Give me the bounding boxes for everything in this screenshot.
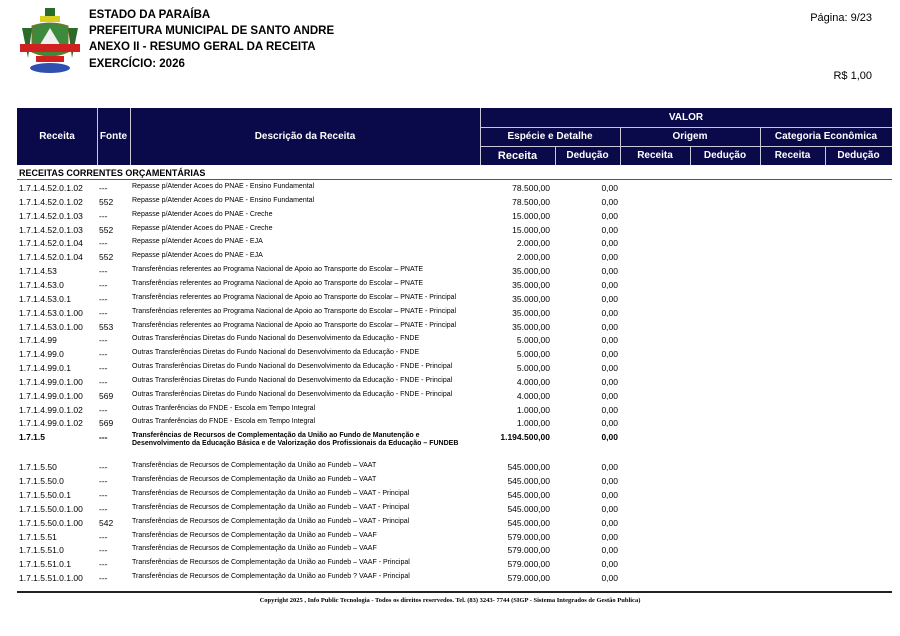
deducao-value: 0,00	[601, 545, 618, 556]
header-fiscal-year: EXERCÍCIO: 2026	[89, 58, 185, 70]
revenue-code: 1.7.1.4.53.0.1.00	[19, 321, 83, 332]
revenue-description: Repasse p/Atender Acoes do PNAE - Ensino Fundamental	[132, 183, 315, 190]
receita-value: 2.000,00	[516, 252, 550, 263]
revenue-description: Repasse p/Atender Acoes do PNAE - EJA	[132, 238, 263, 246]
revenue-code: 1.7.1.4.52.0.1.04	[19, 238, 83, 249]
revenue-description: Transferências de Recursos de Complementação da União ao Fundeb – VAAT	[132, 476, 377, 484]
deducao-value: 0,00	[601, 196, 618, 207]
receita-value: 15.000,00	[512, 210, 550, 221]
deducao-value: 0,00	[601, 490, 618, 500]
col-descricao: Descrição da Receita	[254, 131, 356, 142]
deducao-value: 0,00	[601, 432, 618, 443]
fonte-code: 542	[99, 517, 114, 528]
fonte-code: ---	[99, 335, 108, 346]
receita-value: 545.000,00	[507, 503, 550, 514]
fonte-code: ---	[99, 349, 108, 360]
deducao-value: 0,00	[601, 531, 618, 542]
revenue-code: 1.7.1.5.51	[19, 531, 57, 542]
fonte-code: ---	[99, 490, 108, 500]
sub-receita-origem: Receita	[637, 150, 673, 161]
revenue-code: 1.7.1.4.99.0.1.00	[19, 390, 83, 401]
currency-unit: R$ 1,00	[833, 70, 872, 82]
municipal-coat-of-arms-logo	[18, 8, 82, 74]
revenue-description: Outras Transferências Diretas do Fundo Nacional do Desenvolvimento da Educação - FNDE - Principal	[132, 390, 453, 398]
header-state: ESTADO DA PARAÍBA	[89, 9, 211, 21]
deducao-value: 0,00	[601, 252, 618, 263]
fonte-code: 552	[99, 252, 114, 263]
receita-value: 545.000,00	[507, 517, 550, 528]
revenue-code: 1.7.1.4.53.0	[19, 279, 64, 290]
revenue-code: 1.7.1.4.99.0.1	[19, 363, 71, 374]
revenue-code: 1.7.1.4.52.0.1.03	[19, 210, 83, 221]
fonte-code: ---	[99, 363, 108, 374]
deducao-value: 0,00	[601, 376, 618, 387]
sub-receita-categoria: Receita	[774, 150, 811, 161]
receita-value: 4.000,00	[516, 390, 550, 401]
fonte-code: 569	[99, 418, 114, 429]
fonte-code: 552	[99, 224, 114, 235]
revenue-description: Transferências de Recursos de Complementação da União ao Fundeb – VAAT	[132, 462, 377, 470]
receita-value: 5.000,00	[516, 335, 550, 346]
revenue-code: 1.7.1.5.50.0.1.00	[19, 517, 83, 528]
deducao-value: 0,00	[601, 573, 618, 584]
col-receita: Receita	[39, 131, 75, 142]
revenue-description: Transferências referentes ao Programa Nacional de Apoio ao Transporte do Escolar – PNATE - Principal	[132, 321, 457, 329]
receita-value: 545.000,00	[507, 476, 550, 487]
deducao-value: 0,00	[601, 335, 618, 346]
revenue-description: Transferências de Recursos de Complementação da União ao Fundeb – VAAT - Principal	[132, 490, 410, 497]
deducao-value: 0,00	[601, 210, 618, 221]
fonte-code: ---	[99, 210, 108, 221]
deducao-value: 0,00	[601, 293, 618, 304]
revenue-description: Transferências de Recursos de Complementação da União ao Fundeb – VAAF	[132, 531, 377, 539]
sub-receita-especie: Receita	[497, 149, 538, 162]
deducao-value: 0,00	[601, 476, 618, 487]
deducao-value: 0,00	[601, 363, 618, 374]
receita-value: 1.194.500,00	[500, 432, 550, 443]
revenue-code: 1.7.1.4.99.0.1.02	[19, 418, 83, 429]
deducao-value: 0,00	[601, 390, 618, 401]
revenue-description: Outras Transferências Diretas do Fundo Nacional do Desenvolvimento da Educação - FNDE	[132, 335, 420, 343]
receita-value: 35.000,00	[512, 321, 550, 332]
fonte-code: ---	[99, 432, 108, 443]
revenue-description: Transferências de Recursos de Complementação da União ao Fundeb – VAAT - Principal	[132, 503, 410, 511]
revenue-description: Transferências de Recursos de Complementação da União ao Fundeb – VAAF - Principal	[132, 559, 410, 567]
revenue-description: Repasse p/Atender Acoes do PNAE - EJA	[132, 252, 263, 260]
footer-divider	[17, 591, 892, 593]
revenue-code: 1.7.1.4.53.0.1.00	[19, 307, 83, 318]
sub-deducao-especie: Dedução	[566, 150, 609, 161]
revenue-description: Transferências referentes ao Programa Nacional de Apoio ao Transporte do Escolar – PNATE	[132, 279, 424, 287]
deducao-value: 0,00	[601, 559, 618, 570]
receita-value: 579.000,00	[507, 573, 550, 584]
revenue-code: 1.7.1.4.53	[19, 266, 57, 277]
revenue-code: 1.7.1.5.50.0.1	[19, 490, 71, 500]
revenue-code: 1.7.1.4.52.0.1.04	[19, 252, 83, 263]
group-categoria-economica: Categoria Econômica	[774, 131, 878, 142]
receita-value: 1.000,00	[516, 404, 550, 415]
revenue-description: Outras Transferências Diretas do Fundo Nacional do Desenvolvimento da Educação - FNDE - Principal	[132, 376, 453, 384]
receita-value: 15.000,00	[512, 224, 550, 235]
fonte-code: 569	[99, 390, 114, 401]
receita-value: 35.000,00	[512, 279, 550, 290]
revenue-code: 1.7.1.4.99.0.1.00	[19, 376, 83, 387]
receita-value: 545.000,00	[507, 490, 550, 500]
revenue-description: Transferências referentes ao Programa Nacional de Apoio ao Transporte do Escolar – PNATE - Principal	[132, 307, 457, 315]
fonte-code: ---	[99, 531, 108, 542]
fonte-code: ---	[99, 238, 108, 249]
revenue-code: 1.7.1.4.52.0.1.02	[19, 196, 83, 207]
revenue-code: 1.7.1.5.51.0	[19, 545, 64, 556]
deducao-value: 0,00	[601, 279, 618, 290]
receita-value: 545.000,00	[507, 462, 550, 473]
fonte-code: ---	[99, 462, 108, 473]
fonte-code: 552	[99, 196, 114, 207]
footer-copyright: Copyright 2025 , Info Public Tecnologia - Todos os direitos reservedos. Tel. (83) 3243- 7744 (SIGP - Sistema Integrados de Gestão Publica)	[259, 597, 641, 604]
revenue-code: 1.7.1.4.53.0.1	[19, 293, 71, 304]
deducao-value: 0,00	[601, 404, 618, 415]
fonte-code: ---	[99, 279, 108, 290]
deducao-value: 0,00	[601, 307, 618, 318]
deducao-value: 0,00	[601, 238, 618, 249]
deducao-value: 0,00	[601, 503, 618, 514]
group-especie-detalhe: Espécie e Detalhe	[507, 131, 593, 142]
deducao-value: 0,00	[601, 349, 618, 360]
revenue-description: Transferências referentes ao Programa Nacional de Apoio ao Transporte do Escolar – PNATE	[132, 266, 424, 274]
revenue-code: 1.7.1.5.50.0.1.00	[19, 503, 83, 514]
receita-value: 35.000,00	[512, 307, 550, 318]
fonte-code: ---	[99, 545, 108, 556]
revenue-description: Transferências de Recursos de Complementação da União ao Fundeb ? VAAF - Principal	[132, 573, 410, 581]
revenue-description: Outras Tranferências do FNDE - Escola em Tempo Integral	[132, 418, 316, 426]
fonte-code: 553	[99, 321, 114, 332]
revenue-description: Transferências de Recursos de Complementação da União ao Fundeb – VAAT - Principal	[132, 517, 410, 525]
revenue-description: Repasse p/Atender Acoes do PNAE - Creche	[132, 224, 273, 232]
revenue-code: 1.7.1.4.99	[19, 335, 57, 346]
fonte-code: ---	[99, 183, 108, 193]
section-title: RECEITAS CORRENTES ORÇAMENTÁRIAS	[19, 168, 206, 178]
fonte-code: ---	[99, 376, 108, 387]
fonte-code: ---	[99, 503, 108, 514]
deducao-value: 0,00	[601, 224, 618, 235]
receita-value: 78.500,00	[512, 183, 550, 193]
fonte-code: ---	[99, 476, 108, 487]
receita-value: 579.000,00	[507, 531, 550, 542]
revenue-code: 1.7.1.4.52.0.1.03	[19, 224, 83, 235]
receita-value: 35.000,00	[512, 293, 550, 304]
receita-value: 35.000,00	[512, 266, 550, 277]
table-header	[17, 108, 892, 165]
fonte-code: ---	[99, 307, 108, 318]
revenue-code: 1.7.1.4.99.0.1.02	[19, 404, 83, 415]
section-divider	[17, 179, 892, 180]
receita-value: 579.000,00	[507, 559, 550, 570]
col-fonte: Fonte	[99, 131, 128, 142]
revenue-code: 1.7.1.4.99.0	[19, 349, 64, 360]
group-origem: Origem	[672, 131, 708, 142]
revenue-description: Repasse p/Atender Acoes do PNAE - Creche	[132, 210, 273, 218]
deducao-value: 0,00	[601, 183, 618, 193]
page-number: Página: 9/23	[810, 12, 872, 24]
revenue-description: Outras Transferências Diretas do Fundo Nacional do Desenvolvimento da Educação - FNDE - Principal	[132, 363, 453, 371]
deducao-value: 0,00	[601, 418, 618, 429]
deducao-value: 0,00	[601, 321, 618, 332]
fonte-code: ---	[99, 266, 108, 277]
revenue-code: 1.7.1.4.52.0.1.02	[19, 183, 83, 193]
col-valor: VALOR	[668, 112, 704, 123]
revenue-code: 1.7.1.5.50.0	[19, 476, 64, 487]
receita-value: 2.000,00	[516, 238, 550, 249]
revenue-description: Transferências referentes ao Programa Nacional de Apoio ao Transporte do Escolar – PNATE - Principal	[132, 293, 457, 301]
fonte-code: ---	[99, 293, 108, 304]
deducao-value: 0,00	[601, 517, 618, 528]
revenue-description: Outras Tranferências do FNDE - Escola em Tempo Integral	[132, 404, 316, 412]
receita-value: 5.000,00	[516, 349, 550, 360]
receita-value: 4.000,00	[516, 376, 550, 387]
receita-value: 579.000,00	[507, 545, 550, 556]
revenue-code: 1.7.1.5.51.0.1	[19, 559, 71, 570]
receita-value: 78.500,00	[512, 196, 550, 207]
fonte-code: ---	[99, 559, 108, 570]
deducao-value: 0,00	[601, 266, 618, 277]
receita-value: 5.000,00	[516, 363, 550, 374]
revenue-description: Transferências de Recursos de Complementação da União ao Fundeb – VAAF	[132, 545, 377, 553]
deducao-value: 0,00	[601, 462, 618, 473]
sub-deducao-origem: Dedução	[703, 150, 747, 161]
sub-deducao-categoria: Dedução	[837, 150, 880, 161]
revenue-code: 1.7.1.5.50	[19, 462, 57, 473]
fonte-code: ---	[99, 404, 108, 415]
revenue-description: Outras Transferências Diretas do Fundo Nacional do Desenvolvimento da Educação - FNDE	[132, 349, 420, 357]
revenue-description: Repasse p/Atender Acoes do PNAE - Ensino Fundamental	[132, 196, 315, 204]
receita-value: 1.000,00	[516, 418, 550, 429]
revenue-description: Transferências de Recursos de Complementação da União ao Fundo de Manutenção e Desenvolvimento da Educação Básica e de Valorização dos Profissionais da Educação – FUNDEB	[132, 432, 459, 448]
fonte-code: ---	[99, 573, 108, 584]
revenue-code: 1.7.1.5	[19, 432, 45, 443]
header-annex: ANEXO II - RESUMO GERAL DA RECEITA	[89, 41, 316, 53]
header-municipality: PREFEITURA MUNICIPAL DE SANTO ANDRE	[89, 25, 335, 37]
revenue-code: 1.7.1.5.51.0.1.00	[19, 573, 83, 584]
